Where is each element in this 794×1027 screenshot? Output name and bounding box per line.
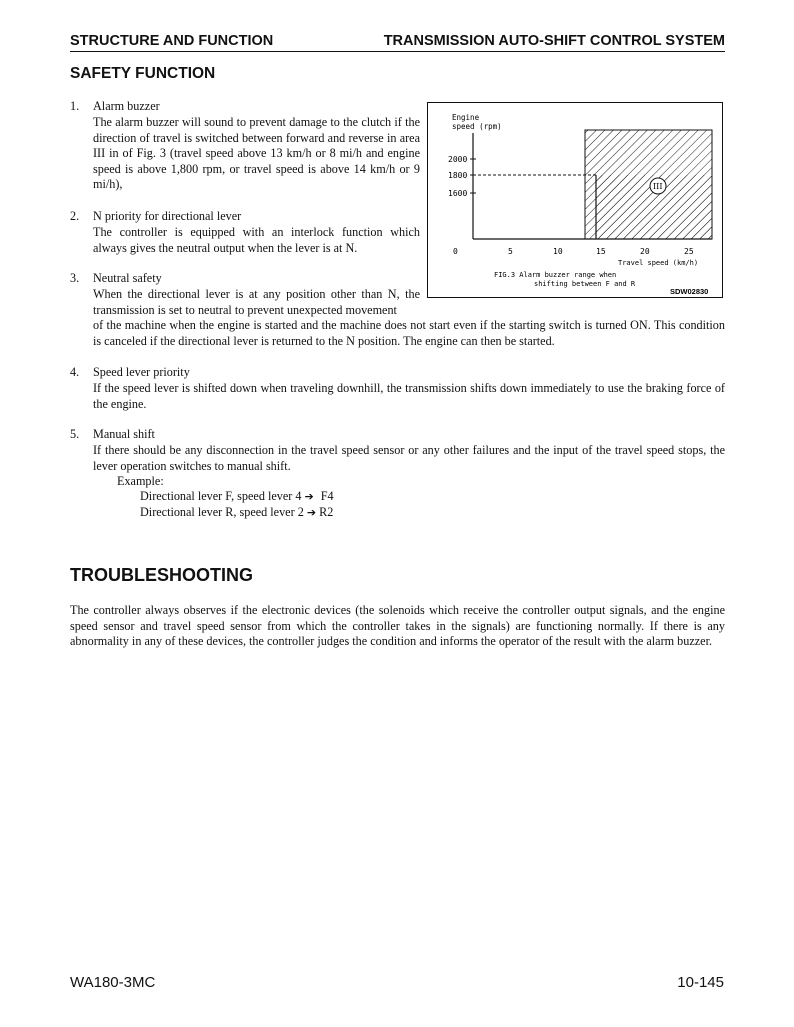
item-text-speed-lever-priority: If the speed lever is shifted down when traveling downhill, the transmission shifts down immediately to use the braking force of the engine.	[93, 381, 725, 411]
example-line-2	[140, 505, 333, 521]
x-tick-label: 10	[553, 247, 563, 256]
section-title: SAFETY FUNCTION	[70, 65, 216, 82]
item-number: 1.	[70, 99, 80, 113]
item-title-alarm-buzzer: Alarm buzzer	[93, 99, 160, 113]
example-line-1	[140, 489, 334, 505]
item-text-n-priority: The controller is equipped with an interlock function which always gives the neutral output when the lever is at N.	[93, 225, 420, 255]
x-tick-label: 5	[508, 247, 513, 256]
arrow-right-icon: ➔	[304, 490, 314, 503]
figure-alarm-buzzer-range	[427, 102, 723, 298]
x-axis-label: Travel speed (km/h)	[618, 259, 699, 267]
footer-page-number: 10-145	[677, 974, 724, 991]
y-axis-label-line2: speed (rpm)	[452, 122, 502, 131]
item-text-alarm-buzzer: The alarm buzzer will sound to prevent damage to the clutch if the direction of travel is switched between forward and reverse in area III in of Fig. 3 (travel speed above 13 km/h or 8 mi/h and engine speed is above 1,800 rpm, or travel speed is above 14 km/h or 9 mi/h),	[93, 115, 420, 192]
arrow-right-icon: ➔	[306, 506, 317, 519]
troubleshooting-title: TROUBLESHOOTING	[70, 565, 253, 585]
x-tick-label: 15	[596, 247, 606, 256]
x-tick-label: 0	[453, 247, 458, 256]
page-header	[70, 33, 725, 52]
troubleshooting-text: The controller always observes if the electronic devices (the solenoids which receive the controller output signals, and the engine speed sensor and travel speed sensor from which the controller takes in the signals) are functioning normally. If there is any abnormality in any of these devices, the controller judges the condition and informs the operator of the result with the alarm buzzer.	[70, 603, 725, 649]
item-number: 5.	[70, 427, 80, 441]
example-line-2-result: R2	[319, 505, 334, 519]
item-title-speed-lever-priority: Speed lever priority	[93, 365, 190, 379]
figure-caption-line2: shifting between F and R	[534, 280, 636, 288]
figure-code: SDW02830	[670, 287, 709, 296]
y-tick-label: 1800	[448, 171, 468, 180]
example-line-1-text: Directional lever F, speed lever 4	[140, 489, 302, 503]
item-number: 4.	[70, 365, 80, 379]
item-number: 2.	[70, 209, 80, 223]
item-title-n-priority: N priority for directional lever	[93, 209, 242, 223]
item-text-neutral-safety-part2: of the machine when the engine is started and the machine does not start even if the starting switch is turned ON. This condition is canceled if the directional lever is returned to the N position. The engine can then be started.	[93, 318, 725, 348]
header-system-title: TRANSMISSION AUTO-SHIFT CONTROL SYSTEM	[383, 33, 725, 49]
example-label: Example:	[117, 474, 164, 488]
x-tick-label: 25	[684, 247, 694, 256]
item-title-neutral-safety: Neutral safety	[93, 271, 162, 285]
figure-caption-line1: FIG.3 Alarm buzzer range when	[494, 271, 617, 279]
item-title-manual-shift: Manual shift	[93, 427, 155, 441]
y-axis-label-line1: Engine	[452, 113, 480, 122]
header-section-title: STRUCTURE AND FUNCTION	[70, 33, 274, 49]
example-line-2-text: Directional lever R, speed lever 2	[140, 505, 304, 519]
example-line-1-result: F4	[320, 489, 334, 503]
item-text-neutral-safety-part1: When the directional lever is at any position other than N, the transmission is set to neutral to prevent unexpected movement	[93, 287, 420, 317]
item-number: 3.	[70, 271, 80, 285]
item-text-manual-shift: If there should be any disconnection in the travel speed sensor or any other failures and the input of the travel speed stops, the lever operation switches to manual shift.	[93, 443, 725, 473]
alarm-range-graph	[428, 103, 722, 297]
y-tick-label: 1600	[448, 189, 468, 198]
area-iii-label: III	[653, 182, 663, 191]
y-tick-label: 2000	[448, 155, 468, 164]
footer-model: WA180-3MC	[70, 974, 156, 991]
x-tick-label: 20	[640, 247, 650, 256]
